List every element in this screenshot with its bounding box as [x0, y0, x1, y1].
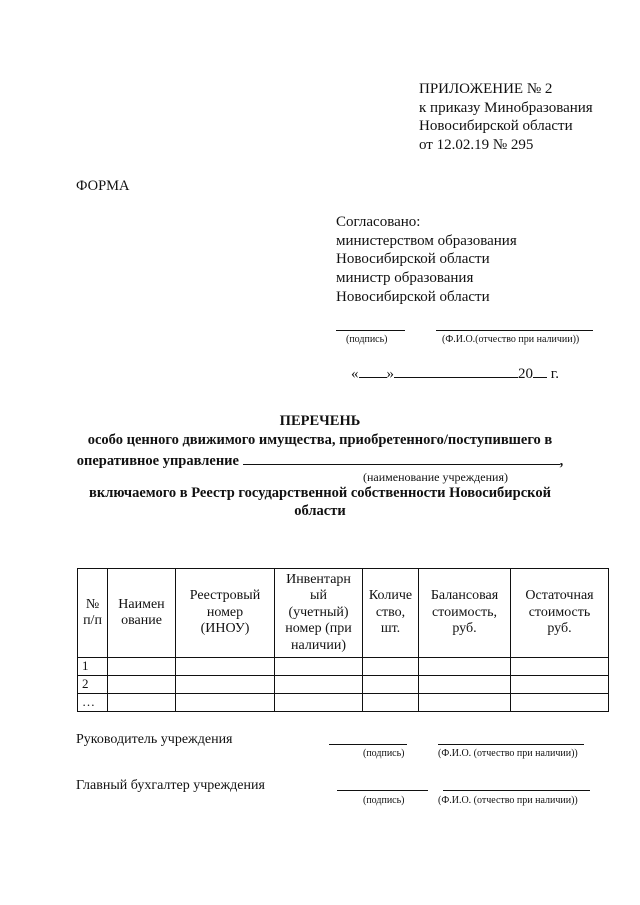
column-header-book-value: Балансовая стоимость, руб. [419, 569, 511, 658]
accountant-signature-line [337, 790, 428, 791]
table-cell[interactable] [176, 694, 275, 712]
table-cell[interactable] [275, 658, 363, 676]
document-title: ПЕРЕЧЕНЬ [279, 413, 361, 429]
institution-caption: (наименование учреждения) [363, 470, 508, 484]
column-header-residual-value: Остаточная стоимость руб. [511, 569, 609, 658]
table-cell[interactable] [108, 694, 176, 712]
date-close-quote: » [386, 366, 394, 382]
table-cell[interactable] [176, 658, 275, 676]
table-cell[interactable] [363, 658, 419, 676]
table-cell[interactable] [511, 694, 609, 712]
row-number-cell: 1 [78, 658, 108, 676]
agreement-signature-caption: (подпись) [346, 334, 388, 345]
table-row [78, 676, 609, 694]
date-month-blank [394, 364, 518, 378]
agreement-name-line [436, 330, 593, 331]
heading-line-2-suffix: , [559, 453, 564, 469]
column-header-number: № п/п [78, 569, 108, 658]
column-header-quantity: Количе ство, шт. [363, 569, 419, 658]
column-header-inventory-number: Инвентарн ый (учетный) номер (при наличии) [275, 569, 363, 658]
table-cell[interactable] [108, 676, 176, 694]
head-signature-caption: (подпись) [363, 748, 405, 759]
agreement-name-caption: (Ф.И.О.(отчество при наличии)) [442, 334, 580, 345]
date-year-suffix: г. [547, 366, 559, 382]
appendix-block [419, 80, 593, 155]
table-header-row [78, 569, 609, 658]
table-cell[interactable] [363, 694, 419, 712]
table-cell[interactable] [363, 676, 419, 694]
accountant-signature-caption: (подпись) [363, 795, 405, 806]
head-name-line [438, 744, 584, 745]
appendix-line-4: от 12.02.19 № 295 [419, 137, 534, 154]
date-day-blank [359, 364, 387, 378]
agreement-line-2: министерством образования [336, 232, 517, 249]
column-header-name: Наимен ование [108, 569, 176, 658]
institution-blank [243, 451, 560, 465]
head-signature-line [329, 744, 407, 745]
table-cell[interactable] [419, 694, 511, 712]
chief-accountant-label: Главный бухгалтер учреждения [76, 778, 265, 793]
accountant-name-line [443, 790, 590, 791]
heading-line-3: включаемого в Реестр государственной собственности Новосибирской [89, 485, 551, 501]
agreement-signature-line [336, 330, 405, 331]
agreement-block [336, 213, 517, 307]
heading-line-4: области [294, 503, 346, 519]
table-row [78, 658, 609, 676]
table-cell[interactable] [511, 658, 609, 676]
table-row [78, 694, 609, 712]
table-cell[interactable] [275, 694, 363, 712]
table-cell[interactable] [275, 676, 363, 694]
agreement-date [351, 364, 559, 383]
property-list-table [77, 568, 609, 712]
table-cell[interactable] [419, 676, 511, 694]
table-cell[interactable] [176, 676, 275, 694]
row-number-cell: … [78, 694, 108, 712]
date-year-blank [533, 364, 547, 378]
appendix-line-1: ПРИЛОЖЕНИЕ № 2 [419, 81, 553, 97]
appendix-line-2: к приказу Минобразования [419, 99, 593, 116]
head-of-institution-label: Руководитель учреждения [76, 732, 233, 747]
heading-line-2-prefix: оперативное управление [76, 453, 239, 469]
row-number-cell: 2 [78, 676, 108, 694]
form-label: ФОРМА [76, 178, 130, 194]
appendix-line-3: Новосибирской области [419, 118, 573, 135]
heading-line-1: особо ценного движимого имущества, приобретенного/поступившего в [87, 432, 553, 448]
head-name-caption: (Ф.И.О. (отчество при наличии)) [438, 748, 578, 759]
date-year-prefix: 20 [518, 366, 533, 382]
agreement-line-3: Новосибирской области [336, 251, 490, 268]
agreement-line-1: Согласовано: [336, 214, 421, 230]
table-cell[interactable] [108, 658, 176, 676]
heading-line-2 [0, 451, 640, 470]
agreement-line-5: Новосибирской области [336, 288, 490, 305]
column-header-registry-number: Реестровый номер (ИНОУ) [176, 569, 275, 658]
table-cell[interactable] [511, 676, 609, 694]
date-open-quote: « [351, 366, 359, 382]
table-cell[interactable] [419, 658, 511, 676]
agreement-line-4: министр образования [336, 270, 474, 287]
accountant-name-caption: (Ф.И.О. (отчество при наличии)) [438, 795, 578, 806]
